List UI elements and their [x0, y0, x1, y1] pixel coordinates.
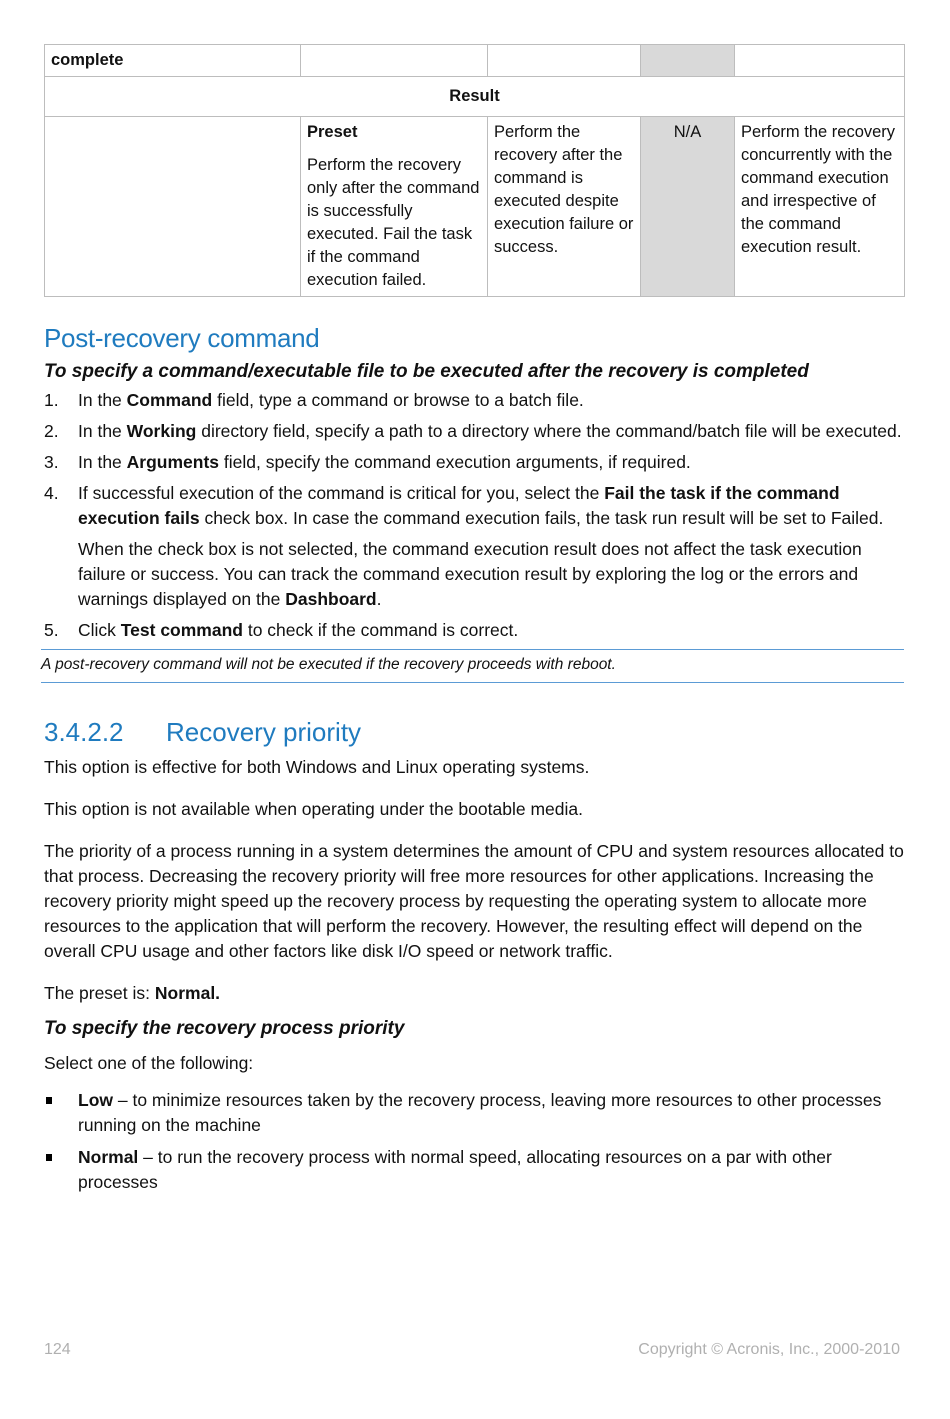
step-number: 2.	[44, 421, 59, 441]
paragraph: This option is not available when operating under the bootable media.	[44, 799, 583, 819]
step-bold-text: Fail the task if the command execution fails	[78, 483, 840, 528]
step-number: 1.	[44, 390, 59, 410]
step-text: check box. In case the command execution fails, the task run result will be set to Failed.	[199, 508, 884, 528]
copyright-text: Copyright © Acronis, Inc., 2000-2010	[638, 1341, 900, 1358]
list-item	[44, 1088, 904, 1138]
paragraph-text: The preset is:	[44, 983, 155, 1003]
section-heading	[44, 717, 904, 747]
step-bold-text: Command	[126, 390, 213, 410]
options-table	[44, 44, 905, 297]
section-number: 3.4.2.2	[44, 717, 124, 747]
step-text: to check if the command is correct.	[242, 620, 519, 640]
step-extra-paragraph	[78, 537, 904, 612]
table-cell	[301, 45, 488, 77]
step-text: field, specify the command execution arguments, if required.	[219, 452, 691, 472]
step-text: .	[376, 589, 382, 609]
section-heading: Post-recovery command	[44, 323, 320, 353]
list-item	[44, 388, 904, 413]
document-page	[41, 44, 904, 1202]
step-text: In the	[78, 452, 127, 472]
table-cell	[488, 45, 641, 77]
table-cell	[641, 45, 735, 77]
page-number: 124	[44, 1341, 71, 1358]
step-bold-text: Arguments	[126, 452, 220, 472]
table-row	[45, 45, 905, 77]
option-name: Normal	[78, 1147, 139, 1167]
paragraph: This option is effective for both Windows and Linux operating systems.	[44, 757, 590, 777]
list-item	[44, 1145, 904, 1195]
step-bold-text: Dashboard	[285, 589, 377, 609]
procedure-title: To specify a command/executable file to be executed after the recovery is completed	[44, 361, 809, 382]
option-description: – to minimize resources taken by the recovery process, leaving more resources to other processes running on the machine	[78, 1090, 882, 1135]
step-text: field, type a command or browse to a batch file.	[212, 390, 584, 410]
steps-list	[44, 388, 904, 643]
step-text: directory field, specify a path to a directory where the command/batch file will be executed.	[196, 421, 902, 441]
step-text: If successful execution of the command is critical for you, select the	[78, 483, 605, 503]
table-cell: complete	[45, 45, 301, 77]
preset-paragraph	[44, 981, 904, 1006]
preset-label: Preset	[307, 123, 358, 141]
table-cell	[45, 117, 301, 297]
table-cell: N/A	[641, 117, 735, 297]
step-number: 3.	[44, 452, 59, 472]
list-item	[44, 419, 904, 444]
preset-description: Perform the recovery only after the command is successfully executed. Fail the task if the command execution failed.	[307, 156, 480, 289]
step-number: 4.	[44, 483, 59, 503]
step-bold-text: Test command	[120, 620, 243, 640]
bullet-icon	[46, 1154, 52, 1161]
table-cell: Perform the recovery concurrently with the command execution and irrespective of the command execution result.	[735, 117, 905, 297]
bullet-icon	[46, 1097, 52, 1104]
page-footer	[44, 1341, 900, 1359]
list-item	[44, 450, 904, 475]
result-header-cell: Result	[45, 77, 905, 117]
step-text: In the	[78, 421, 127, 441]
procedure-title: To specify the recovery process priority	[44, 1018, 405, 1039]
table-row	[45, 77, 905, 117]
table-cell	[301, 117, 488, 297]
table-row	[45, 117, 905, 297]
note-box: A post-recovery command will not be executed if the recovery proceeds with reboot.	[41, 649, 904, 683]
step-text: When the check box is not selected, the command execution result does not affect the task execution failure or success. You can track the command execution result by exploring the log or the errors and warnings displayed on the	[78, 539, 862, 609]
section-title: Recovery priority	[166, 717, 362, 747]
step-text: Click	[78, 620, 121, 640]
paragraph: Select one of the following:	[44, 1053, 254, 1073]
step-bold-text: Working	[126, 421, 197, 441]
option-name: Low	[78, 1090, 113, 1110]
paragraph: The priority of a process running in a system determines the amount of CPU and system resources allocated to that process. Decreasing the recovery priority will free more resources for other applications. Increasing the recovery priority might speed up the recovery process by requesting the operating system to allocate more resources to the application that will perform the recovery. However, the resulting effect will depend on the overall CPU usage and other factors like disk I/O speed or network traffic.	[44, 841, 904, 961]
table-cell	[735, 45, 905, 77]
preset-value: Normal.	[154, 983, 221, 1003]
options-list	[44, 1088, 904, 1195]
step-number: 5.	[44, 620, 59, 640]
list-item	[44, 618, 904, 643]
list-item	[44, 481, 904, 612]
option-description: – to run the recovery process with normal speed, allocating resources on a par with other processes	[78, 1147, 832, 1192]
step-text: In the	[78, 390, 127, 410]
table-cell: Perform the recovery after the command is executed despite execution failure or success.	[488, 117, 641, 297]
